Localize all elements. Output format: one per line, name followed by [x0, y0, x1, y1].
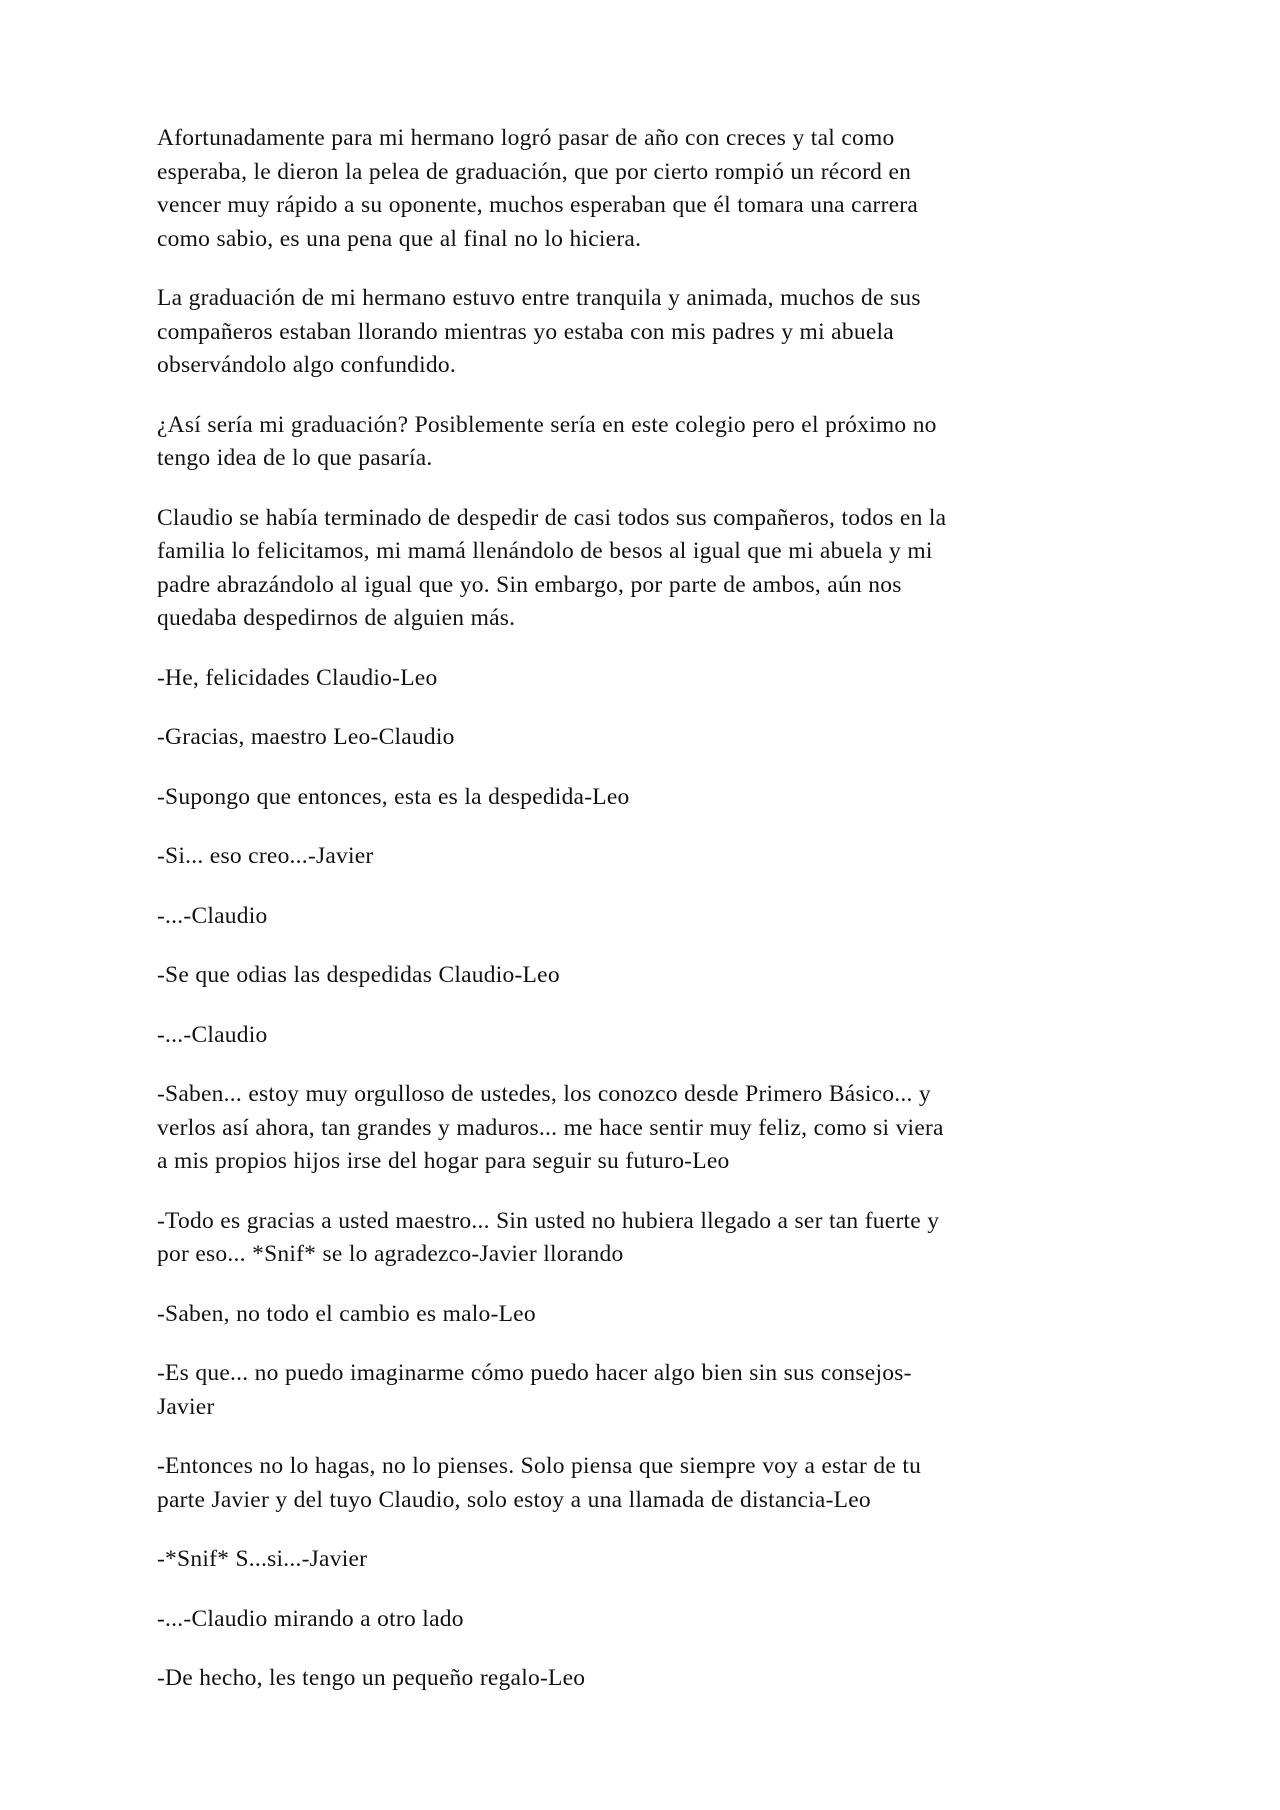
paragraph-dialogue: -*Snif* S...si...-Javier [157, 1546, 368, 1572]
paragraph-dialogue: -...-Claudio [157, 902, 268, 929]
paragraph-dialogue: -Saben, no todo el cambio es malo-Leo [157, 1300, 536, 1327]
paragraph-dialogue: -Si... eso creo...-Javier [157, 843, 374, 869]
paragraph-dialogue: -Es que... no puedo imaginarme cómo puedo hacer algo bien sin sus consejos-Javier [157, 1360, 912, 1420]
paragraph-dialogue: -De hecho, les tengo un pequeño regalo-Leo [157, 1665, 586, 1691]
paragraph-dialogue: -Todo es gracias a usted maestro... Sin usted no hubiera llegado a ser tan fuerte y por eso... *Snif* se lo agradezco-Javier llorando [157, 1207, 940, 1267]
paragraph-dialogue: -...-Claudio mirando a otro lado [157, 1605, 464, 1632]
paragraph-narration: Claudio se había terminado de despedir de casi todos sus compañeros, todos en la familia lo felicitamos, mi mamá llenándolo de besos al igual que mi abuela y mi padre abrazándolo al igual que yo. Sin embargo, por parte de ambos, aún nos quedaba despedirnos de alguien más. [157, 504, 947, 631]
paragraph-dialogue: -Gracias, maestro Leo-Claudio [157, 724, 455, 750]
document-body [157, 122, 947, 1696]
paragraph-dialogue: -Entonces no lo hagas, no lo pienses. Solo piensa que siempre voy a estar de tu parte Javier y del tuyo Claudio, solo estoy a una llamada de distancia-Leo [157, 1453, 922, 1513]
paragraph-dialogue: -Se que odias las despedidas Claudio-Leo [157, 962, 560, 988]
paragraph-narration: La graduación de mi hermano estuvo entre tranquila y animada, muchos de sus compañeros estaban llorando mientras yo estaba con mis padres y mi abuela observándolo algo confundido. [157, 285, 921, 378]
paragraph-dialogue: -Saben... estoy muy orgulloso de ustedes, los conozco desde Primero Básico... y verlos así ahora, tan grandes y maduros... me hace sentir muy feliz, como si viera a mis propios hijos irse del hogar para seguir su futuro-Leo [157, 1081, 944, 1174]
paragraph-narration: Afortunadamente para mi hermano logró pasar de año con creces y tal como esperaba, le dieron la pelea de graduación, que por cierto rompió un récord en vencer muy rápido a su oponente, muchos esperaban que él tomara una carrera como sabio, es una pena que al final no lo hiciera. [157, 125, 919, 252]
paragraph-dialogue: -...-Claudio [157, 1021, 268, 1048]
paragraph-narration: ¿Así sería mi graduación? Posiblemente sería en este colegio pero el próximo no tengo idea de lo que pasaría. [157, 411, 937, 471]
paragraph-dialogue: -Supongo que entonces, esta es la despedida-Leo [157, 783, 630, 810]
paragraph-dialogue: -He, felicidades Claudio-Leo [157, 664, 438, 691]
